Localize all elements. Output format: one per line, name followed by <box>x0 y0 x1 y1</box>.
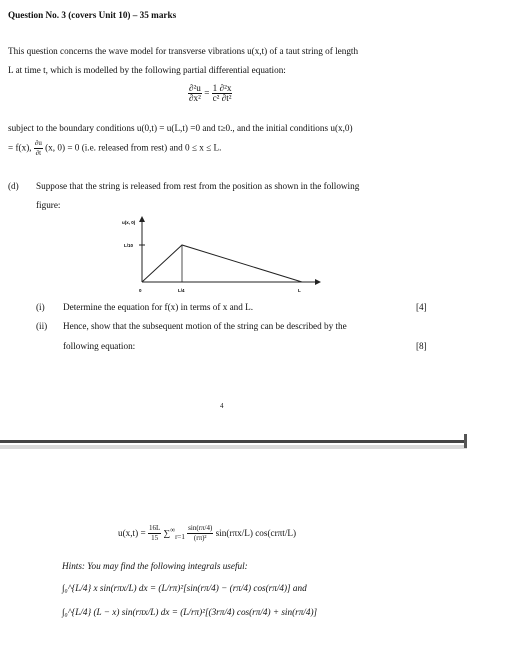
page-break-bar-dark <box>0 440 467 443</box>
bc-du-dt <box>34 139 43 158</box>
sub-i-label: (i) <box>36 302 45 312</box>
solution-lhs: u(x,t) = <box>118 528 146 539</box>
x-axis-arrow <box>315 279 321 285</box>
pde-lhs-num: ∂²u <box>189 83 201 93</box>
solution-sum-sup: ∞ <box>170 526 176 534</box>
solution-sin-frac-den: (rπ)² <box>193 534 207 543</box>
bc-fx: = f(x), <box>8 142 32 153</box>
sub-ii-label: (ii) <box>36 321 48 331</box>
hint-integral-1: ∫₀^{L/4} x sin(rπx/L) dx = (L/rπ)²[sin(rπ/4) − (rπ/4) cos(rπ/4)] and <box>62 583 307 593</box>
part-d-label: (d) <box>8 181 19 191</box>
bc-du: ∂u <box>34 139 42 147</box>
pde-rhs-den: c² ∂t² <box>212 93 232 103</box>
sub-ii-text-2: following equation: <box>63 341 136 351</box>
solution-sum-sign: ∑ <box>163 528 171 539</box>
solution-coefficient <box>148 524 161 543</box>
x-tick-end-label: L <box>298 288 301 293</box>
solution-sin-fraction <box>187 524 213 543</box>
hint-integral-2: ∫₀^{L/4} (L − x) sin(rπx/L) dx = (L/rπ)²[(3rπ/4) cos(rπ/4) + sin(rπ/4)] <box>62 607 318 617</box>
initial-displacement-figure <box>110 212 330 297</box>
pde-lhs <box>188 84 202 103</box>
x-tick-mid-label: L/4 <box>178 288 185 293</box>
y-tick-label: L/10 <box>124 243 134 248</box>
part-d-text-1: Suppose that the string is released from rest from the position as shown in the following <box>36 181 360 191</box>
pde-rhs-num: 1 ∂²x <box>212 83 232 93</box>
pde-equation <box>188 84 232 103</box>
sub-i-marks: [4] <box>416 302 427 312</box>
solution-coef-den: 15 <box>151 534 159 543</box>
boundary-conditions-line-1: subject to the boundary conditions u(0,t) = u(L,t) =0 and t≥0., and the initial conditions u(x,0) <box>8 123 353 133</box>
boundary-conditions-line-2 <box>8 139 221 158</box>
question-title: Question No. 3 (covers Unit 10) – 35 marks <box>8 10 177 20</box>
solution-sum-sub: r=1 <box>175 532 185 541</box>
origin-label: 0 <box>139 288 142 293</box>
y-axis-arrow <box>139 216 145 222</box>
part-d-text-2: figure: <box>36 200 61 210</box>
solution-sin-frac-num: sin(rπ/4) <box>188 524 213 533</box>
pde-equals: = <box>204 87 210 98</box>
sub-ii-text-1: Hence, show that the subsequent motion of the string can be described by the <box>63 321 347 331</box>
bc-rest: (x, 0) = 0 (i.e. released from rest) and 0 ≤ x ≤ L. <box>45 142 222 153</box>
hints-title: Hints: You may find the following integrals useful: <box>62 561 248 571</box>
solution-sin-term: sin(rπx/L) <box>215 528 253 539</box>
intro-line-1: This question concerns the wave model for transverse vibrations u(x,t) of a taut string of length <box>8 46 359 56</box>
page-break-bar-light <box>0 445 467 449</box>
y-axis-label: u(x, 0) <box>122 220 136 225</box>
page-break-edge <box>464 434 467 448</box>
intro-line-2: L at time t, which is modelled by the following partial differential equation: <box>8 65 286 75</box>
solution-equation <box>118 524 296 543</box>
page-number: 4 <box>220 402 224 410</box>
pde-rhs <box>212 84 233 103</box>
sub-i-text: Determine the equation for f(x) in terms of x and L. <box>63 302 254 312</box>
solution-cos-term: cos(crπt/L) <box>255 528 297 539</box>
string-profile-line <box>142 245 302 282</box>
bc-dt: ∂t <box>35 149 42 157</box>
sub-ii-marks: [8] <box>416 341 427 351</box>
solution-coef-num: 16L <box>148 524 161 533</box>
pde-lhs-den: ∂x² <box>189 93 201 103</box>
